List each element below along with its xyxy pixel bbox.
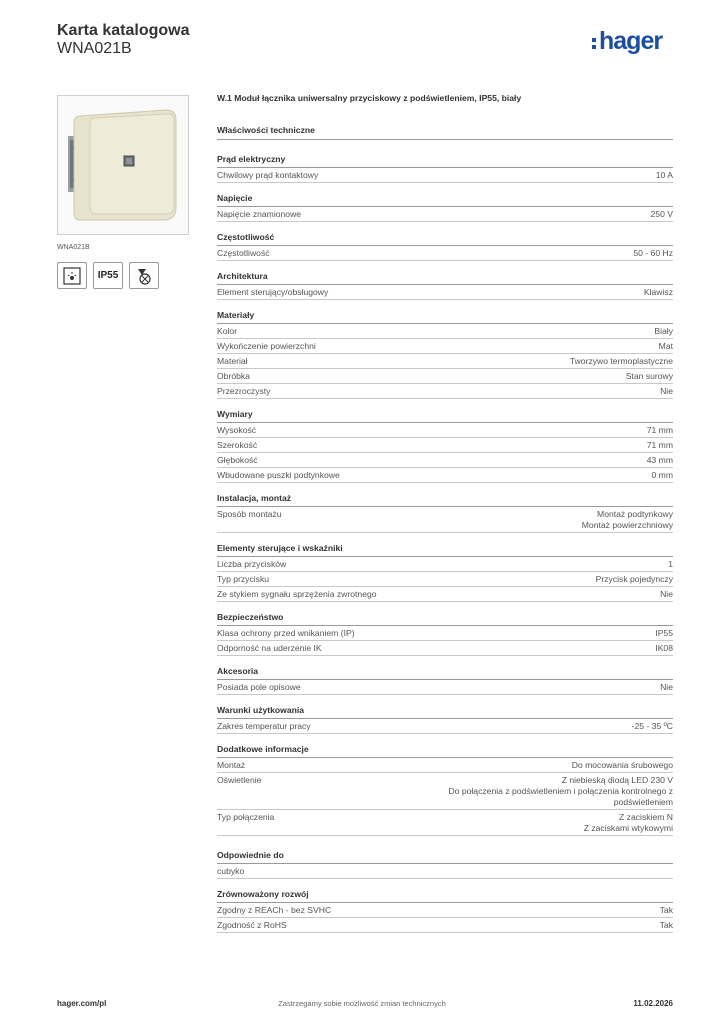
spec-row xyxy=(217,864,673,879)
spec-value xyxy=(633,248,673,259)
spec-value xyxy=(655,643,673,654)
hager-logo xyxy=(592,26,662,56)
spec-value-line: Tak xyxy=(659,920,673,930)
tech-heading: Właściwości techniczne xyxy=(217,125,673,140)
spec-value xyxy=(655,628,673,639)
spec-section xyxy=(217,409,673,483)
spec-value-line: Klawisz xyxy=(643,287,673,297)
spec-label: Kolor xyxy=(217,326,238,336)
spec-value xyxy=(626,371,673,382)
spec-label: Częstotliwość xyxy=(217,248,270,258)
section-title: Dodatkowe informacje xyxy=(217,744,673,758)
spec-row xyxy=(217,468,673,483)
spec-label: Napięcie znamionowe xyxy=(217,209,302,219)
spec-sections xyxy=(217,154,673,933)
spec-value-line: Stan surowy xyxy=(625,371,673,381)
spec-label: Zgodny z REACh - bez SVHC xyxy=(217,905,332,915)
spec-value-line: 10 A xyxy=(655,170,673,180)
spec-label: Ze stykiem sygnału sprzężenia zwrotnego xyxy=(217,589,377,599)
spec-label: Wysokość xyxy=(217,425,257,435)
spec-section xyxy=(217,543,673,602)
spec-label: Zakres temperatur pracy xyxy=(217,721,311,731)
spec-value-line: Nie xyxy=(660,386,673,396)
spec-row xyxy=(217,438,673,453)
spec-value xyxy=(652,470,673,481)
spec-row xyxy=(217,773,673,810)
spec-section xyxy=(217,612,673,656)
spec-row xyxy=(217,572,673,587)
spec-value xyxy=(659,341,673,352)
spec-label: Obróbka xyxy=(217,371,250,381)
spec-value-line: 43 mm xyxy=(646,455,673,465)
spec-label: Montaż xyxy=(217,760,246,770)
section-title: Prąd elektryczny xyxy=(217,154,673,168)
logo-text: hager xyxy=(599,26,663,55)
photo-caption: WNA021B xyxy=(57,244,90,251)
spec-row xyxy=(217,339,673,354)
section-title: Wymiary xyxy=(217,409,673,423)
spec-row xyxy=(217,557,673,572)
spec-section xyxy=(217,310,673,399)
spec-section xyxy=(217,271,673,300)
footer-date: 11.02.2026 xyxy=(633,999,673,1008)
footer-disclaimer: Zastrzegamy sobie możliwość zmian technicznych xyxy=(278,999,446,1008)
spec-section xyxy=(217,193,673,222)
spec-label: Materiał xyxy=(217,356,248,366)
spec-value-line: Montaż podtynkowy xyxy=(597,509,673,519)
spec-row xyxy=(217,324,673,339)
spec-value xyxy=(572,760,673,771)
spec-value xyxy=(644,287,673,298)
spec-value-line: 1 xyxy=(668,559,673,569)
spec-value-line: Przycisk pojedynczy xyxy=(595,574,673,584)
spec-row xyxy=(217,384,673,399)
spec-value xyxy=(668,559,673,570)
spec-row xyxy=(217,758,673,773)
spec-value-line: Nie xyxy=(660,682,673,692)
section-title: Warunki użytkowania xyxy=(217,705,673,719)
spec-label: Liczba przycisków xyxy=(217,559,287,569)
spec-value xyxy=(660,386,673,397)
section-title: Napięcie xyxy=(217,193,673,207)
product-image xyxy=(57,95,189,235)
spec-section xyxy=(217,705,673,734)
ip55-label: IP55 xyxy=(97,270,119,281)
spec-label: Posiada pole opisowe xyxy=(217,682,301,692)
spec-value xyxy=(654,326,673,337)
spec-value-line: Mat xyxy=(658,341,673,351)
spec-value-line: -25 - 35 ºC xyxy=(631,721,673,731)
section-title: Bezpieczeństwo xyxy=(217,612,673,626)
spec-value-line: 71 mm xyxy=(646,425,673,435)
spec-value-line: IK08 xyxy=(655,643,673,653)
section-title: Instalacja, montaż xyxy=(217,493,673,507)
spec-row xyxy=(217,918,673,933)
spec-label: Chwilowy prąd kontaktowy xyxy=(217,170,319,180)
spec-value xyxy=(660,920,673,931)
spec-value xyxy=(651,209,673,220)
spec-value xyxy=(647,455,673,466)
spec-row xyxy=(217,507,673,533)
spec-row xyxy=(217,641,673,656)
section-title: Materiały xyxy=(217,310,673,324)
spec-section xyxy=(217,889,673,933)
spec-label: Przezroczysty xyxy=(217,386,271,396)
spec-value-line: Nie xyxy=(660,589,673,599)
product-title: W.1 Moduł łącznika uniwersalny przyciskowy z podświetleniem, IP55, biały xyxy=(217,93,522,103)
spec-label: Typ przycisku xyxy=(217,574,270,584)
spec-section xyxy=(217,666,673,695)
spec-row xyxy=(217,423,673,438)
logo-dots-icon xyxy=(592,38,596,49)
spec-section xyxy=(217,850,673,879)
spec-row xyxy=(217,354,673,369)
spec-value xyxy=(660,682,673,693)
spec-content xyxy=(217,93,673,943)
spec-row xyxy=(217,587,673,602)
document-title: Karta katalogowa xyxy=(57,22,190,39)
spec-row xyxy=(217,903,673,918)
spec-value-line: Montaż powierzchniowy xyxy=(581,520,673,530)
spec-value xyxy=(596,574,673,585)
spec-value-line: 50 - 60 Hz xyxy=(633,248,673,258)
spec-row xyxy=(217,680,673,695)
spec-value xyxy=(647,425,673,436)
spec-value-line: Biały xyxy=(654,326,673,336)
spec-row xyxy=(217,810,673,836)
spec-value xyxy=(656,170,673,181)
spec-value-line: Z zaciskiem N xyxy=(619,812,673,822)
spec-row xyxy=(217,168,673,183)
spec-value-line: Tak xyxy=(659,905,673,915)
spec-row xyxy=(217,719,673,734)
spec-label: Klasa ochrony przed wnikaniem (IP) xyxy=(217,628,355,638)
spec-label: Wbudowane puszki podtynkowe xyxy=(217,470,340,480)
spec-row xyxy=(217,453,673,468)
spec-value-line: 0 mm xyxy=(651,470,673,480)
spec-value-line: IP55 xyxy=(655,628,673,638)
spec-row xyxy=(217,207,673,222)
spec-value-line: Do mocowania śrubowego xyxy=(571,760,673,770)
spec-value xyxy=(582,509,673,531)
spec-value xyxy=(570,356,673,367)
switch-module-icon xyxy=(58,96,188,234)
spec-value xyxy=(660,905,673,916)
ip55-badge xyxy=(93,262,123,289)
spec-label: Głębokość xyxy=(217,455,258,465)
spec-value xyxy=(632,721,673,732)
spec-value xyxy=(660,589,673,600)
spec-value xyxy=(584,812,673,834)
led-switch-icon xyxy=(57,262,87,289)
section-title: Elementy sterujące i wskaźniki xyxy=(217,543,673,557)
spec-row xyxy=(217,246,673,261)
spec-value-line: Tworzywo termoplastyczne xyxy=(569,356,673,366)
spec-row xyxy=(217,285,673,300)
spec-label: Element sterujący/obsługowy xyxy=(217,287,329,297)
spec-section xyxy=(217,493,673,533)
spec-label: cubyko xyxy=(217,866,245,876)
spec-label: Typ połączenia xyxy=(217,812,275,822)
spec-label: Zgodność z RoHS xyxy=(217,920,287,930)
sealed-rocker-icon xyxy=(129,262,159,289)
spec-value-line: 71 mm xyxy=(646,440,673,450)
spec-label: Szerokość xyxy=(217,440,258,450)
section-title: Architektura xyxy=(217,271,673,285)
certification-icons xyxy=(57,262,159,289)
product-code: WNA021B xyxy=(57,40,132,57)
spec-section xyxy=(217,744,673,836)
spec-value-line: Z zaciskami wtykowymi xyxy=(583,823,673,833)
spec-value-line: 250 V xyxy=(650,209,673,219)
section-title: Akcesoria xyxy=(217,666,673,680)
spec-row xyxy=(217,369,673,384)
spec-label: Odporność na uderzenie IK xyxy=(217,643,322,653)
footer-website: hager.com/pl xyxy=(57,999,107,1008)
spec-label: Sposób montażu xyxy=(217,509,282,519)
section-title: Częstotliwość xyxy=(217,232,673,246)
spec-section xyxy=(217,232,673,261)
spec-row xyxy=(217,626,673,641)
spec-value-line: Z niebieską diodą LED 230 V xyxy=(561,775,673,785)
spec-label: Wykończenie powierzchni xyxy=(217,341,316,351)
spec-label: Oświetlenie xyxy=(217,775,262,785)
section-title: Odpowiednie do xyxy=(217,850,673,864)
spec-value-line: Do połączenia z podświetleniem i połączenia kontrolnego z podświetleniem xyxy=(448,786,673,807)
spec-value xyxy=(413,775,673,808)
spec-section xyxy=(217,154,673,183)
section-title: Zrównoważony rozwój xyxy=(217,889,673,903)
spec-value xyxy=(647,440,673,451)
